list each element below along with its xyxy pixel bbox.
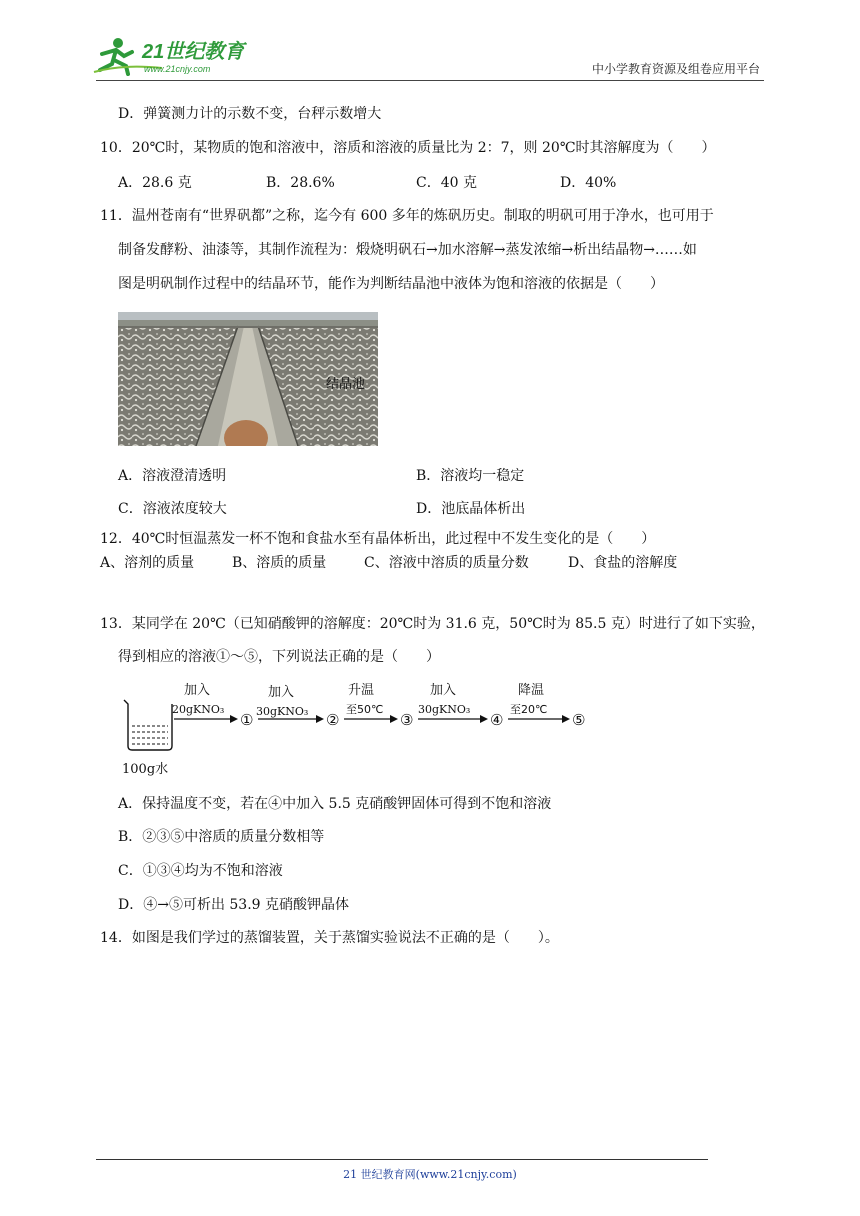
q10-option-a: A．28.6 克 <box>118 175 192 191</box>
q11-stem-line1: 11．温州苍南有“世界矾都”之称，迄今有 600 多年的炼矾历史。制取的明矾可用于净水，也可用于 <box>100 208 714 224</box>
step-4-bottom: 30gKNO₃ <box>418 703 471 716</box>
q13-stem-line1: 13．某同学在 20℃（已知硝酸钾的溶解度：20℃时为 31.6 克，50℃时为 85.5 克）时进行了如下实验， <box>100 616 765 632</box>
q12-option-b: B、溶质的质量 <box>232 555 327 571</box>
crystallization-pool-photo <box>118 312 378 446</box>
q11-option-a: A．溶液澄清透明 <box>118 468 227 484</box>
q12-option-a: A、溶剂的质量 <box>100 555 195 571</box>
step-5-bottom: 至20℃ <box>510 703 548 716</box>
q9-option-d: D．弹簧测力计的示数不变，台秤示数增大 <box>118 106 382 122</box>
q13-option-a: A．保持温度不变，若在④中加入 5.5 克硝酸钾固体可得到不饱和溶液 <box>118 796 552 812</box>
step-2-top: 加入 <box>268 685 295 700</box>
q11-stem-line2: 制备发酵粉、油漆等，其制作流程为：煅烧明矾石→加水溶解→蒸发浓缩→析出结晶物→……如 <box>118 242 697 258</box>
q12-option-c: C、溶液中溶质的质量分数 <box>364 555 529 571</box>
q13-option-d: D．④→⑤可析出 53.9 克硝酸钾晶体 <box>118 897 350 913</box>
beaker-label: 100g水 <box>122 762 169 777</box>
step-5-top: 降温 <box>518 683 545 698</box>
q12-option-d: D、食盐的溶解度 <box>568 555 678 571</box>
step-1-result: ① <box>240 711 254 729</box>
q11-option-c: C．溶液浓度较大 <box>118 501 227 517</box>
q10-option-c: C．40 克 <box>416 175 477 191</box>
q11-option-b: B．溶液均一稳定 <box>416 468 525 484</box>
footer-text: 21 世纪教育网(www.21cnjy.com) <box>343 1168 517 1181</box>
q10-option-d: D．40% <box>560 175 617 191</box>
step-3-bottom: 至50℃ <box>346 703 384 716</box>
header-divider <box>96 80 764 81</box>
step-4-result: ④ <box>490 711 504 729</box>
step-2-bottom: 30gKNO₃ <box>256 705 309 718</box>
q13-stem-line2: 得到相应的溶液①～⑤，下列说法正确的是（ ） <box>118 649 440 665</box>
step-3-result: ③ <box>400 711 414 729</box>
q13-option-c: C．①③④均为不饱和溶液 <box>118 863 283 879</box>
step-5-result: ⑤ <box>572 711 586 729</box>
q11-option-d: D．池底晶体析出 <box>416 501 526 517</box>
step-3-top: 升温 <box>348 683 375 698</box>
q13-option-b: B．②③⑤中溶质的质量分数相等 <box>118 829 325 845</box>
experiment-flow-diagram <box>118 680 598 780</box>
step-2-result: ② <box>326 711 340 729</box>
q10-option-b: B．28.6% <box>266 175 335 191</box>
svg-text:21世纪教育: 21世纪教育 <box>142 41 245 63</box>
q14-stem: 14．如图是我们学过的蒸馏装置，关于蒸馏实验说法不正确的是（ ）。 <box>100 930 559 946</box>
photo-label: 结晶池 <box>326 376 366 391</box>
step-1-top: 加入 <box>184 683 211 698</box>
q11-stem-line3: 图是明矾制作过程中的结晶环节，能作为判断结晶池中液体为饱和溶液的依据是（ ） <box>118 276 664 292</box>
step-1-bottom: 20gKNO₃ <box>172 703 225 716</box>
footer-divider <box>96 1159 708 1160</box>
beaker-icon <box>124 700 172 750</box>
svg-text:www.21cnjy.com: www.21cnjy.com <box>144 64 211 74</box>
q10-stem: 10．20℃时，某物质的饱和溶液中，溶质和溶液的质量比为 2：7，则 20℃时其溶解度为（ ） <box>100 140 716 156</box>
q12-stem: 12．40℃时恒温蒸发一杯不饱和食盐水至有晶体析出，此过程中不发生变化的是（ ） <box>100 531 656 547</box>
site-logo <box>92 34 262 78</box>
step-4-top: 加入 <box>430 683 457 698</box>
platform-name: 中小学教育资源及组卷应用平台 <box>591 62 760 76</box>
